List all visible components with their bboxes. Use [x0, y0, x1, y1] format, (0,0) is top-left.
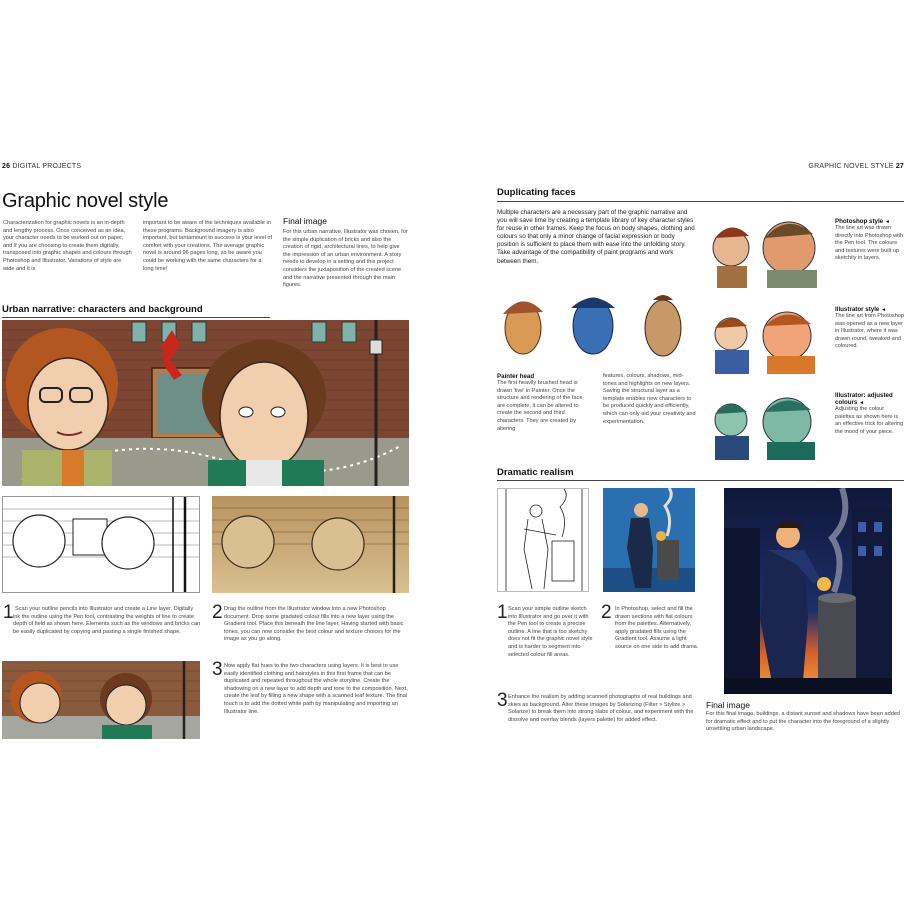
dramatic-flat-svg — [603, 488, 695, 592]
dramatic-flat-colour-illustration — [603, 488, 695, 592]
illustrator-style-caption — [835, 306, 905, 351]
left-pointing-triangle-icon: ◄ — [881, 307, 887, 313]
painter-head-text: The first heavily brushed head is drawn 'live' in Painter. Once the structure and rendering of the face are complete, it can be altered to create the second and third characters. They are created by altering — [497, 380, 583, 432]
dramatic-step3-text: Enhance the realism by adding scanned photographs of real buildings and skies as background. Alter these images by Solarizing (Filter > Stylize > Solarize) to break them into strong slabs of colour, and experiment with the dissolve and overlay blends (layers palette) for added effect. — [508, 694, 694, 723]
illustrator-adjusted-text: Adjusting the colour palettes as shown here is an effective trick for altering the mood of your piece. — [835, 406, 904, 435]
illustrator-style-text: The line art from Photoshop was opened as a new layer in Illustrator, where it was drawn round, tweaked and coloured. — [835, 313, 905, 350]
final-image-text-left: For this urban narrative, Illustrator was chosen, for the simple duplication of bricks and also the creation of rigid, architectural lines, to help give the impression of an urban environment. A story needs to develop in a setting and this project considers the juxtaposition of the created scene and the narrative presented through the main figures. — [283, 229, 408, 289]
illustrator-adjusted-colours-illustration — [707, 388, 829, 460]
illustrator-style-illustration — [707, 302, 829, 374]
illustrator-adjusted-title: Illustrator: adjusted colours — [835, 392, 893, 406]
adjusted-colours-svg — [707, 388, 829, 460]
urban-narrative-main-illustration — [2, 320, 409, 486]
dramatic-step3-number: 3 — [497, 690, 508, 711]
step2-text: Drag the outline from the Illustrator window into a new Photoshop document. Drop some gradated colour fills into a new layer using the Gradient tool. Place this beneath the line layer. Having started with basic tones, you can now consider the best colour and texture choices for the image as you go along. — [224, 606, 404, 643]
section-rule-dramatic — [497, 480, 904, 481]
final-image-text-right: For this final image, buildings, a distant sunset and shadows have been added for dramatic effect and to put the character into the foreground of a slightly unsettling urban landscape. — [706, 711, 901, 733]
step3-flat-colour-illustration — [2, 661, 200, 739]
photoshop-style-illustration — [707, 212, 829, 288]
left-folio-label: DIGITAL PROJECTS — [12, 163, 82, 170]
sepia-svg — [212, 496, 409, 593]
final-image-heading-left: Final image — [283, 216, 327, 226]
step1-text: Scan your outline pencils into Illustrator and create a Line layer. Digitally ink the outline using the Pen tool, contrasting the weights of line to create depth of field as shown here. Elements such as the windows and bricks can be easily duplicated by copying and pasting a single finished shape. — [13, 606, 201, 635]
intro-column-2: important to be aware of the techniques available in these programs. Background imagery is also important, but tantamount to success is your level of comfort with your creations. The average graphic novel is around 96 pages long, so be aware you could be working with the same characters for a long time! — [143, 220, 273, 272]
left-pointing-triangle-icon: ◄ — [859, 400, 865, 406]
photoshop-style-title: Photoshop style — [835, 218, 884, 225]
step3-number: 3 — [212, 659, 223, 680]
right-folio — [808, 163, 904, 170]
section-rule-urban — [2, 317, 270, 318]
step1-line-art-illustration — [2, 496, 200, 593]
step2-gradient-illustration — [212, 496, 409, 593]
page-title: Graphic novel style — [2, 190, 169, 212]
left-pointing-triangle-icon: ◄ — [884, 219, 890, 225]
dramatic-final-illustration — [724, 488, 892, 694]
step3-text: Now apply flat hues to the two characters using layers. It is best to use easily identified clothing and hairstyles in this first frame that can be duplicated and repeated throughout the whole storyline. Create the shadowing on a new layer to add depth and tone to the composition. Next, create the leaf by filling a new shape with a scanned leaf texture. The final touch is to add the dotted white path by manipulating and importing an Illustrator line. — [224, 663, 408, 715]
photoshop-style-text: The line art was drawn directly into Photoshop with the Pen tool. The colours and textures were built up sketchily in layers. — [835, 225, 904, 262]
left-folio — [2, 163, 81, 170]
final-image-svg — [724, 488, 892, 694]
intro-column-1: Characterization for graphic novels is an in-depth and lengthy process. Once conceived as an idea, your character needs to be worked out on paper, and if you are choosing to create them digitally, transposed into graphic shapes and colours through Photoshop and Illustrator. Variations of style are wide and it is — [3, 220, 132, 272]
section-heading-duplicating: Duplicating faces — [497, 187, 576, 198]
right-folio-label: GRAPHIC NOVEL STYLE — [808, 163, 894, 170]
right-page — [453, 0, 906, 906]
painter-head-text-col2: features, colours, shadows, mid-tones and highlights on new layers. Saving the structural layer as a template enables new characters to be produced quickly and efficiently, which can only aid your creativity and experimentation. — [603, 373, 696, 425]
duplicating-intro-text: Multiple characters are a necessary part of the graphic narrative and you will save time by creating a template library of key character styles for reuse in other frames. Keep the focus on body shapes, clothing and colours so that only a minor change of facial expression or body position is sufficient to place them with ease into the unfolding story. Take advantage of the compatibility of paint programs and work between them. — [497, 209, 695, 265]
step2-number: 2 — [212, 602, 223, 623]
illustrator-style-svg — [707, 302, 829, 374]
dramatic-step1-text: Scan your simple outline sketch into Illustrator and go over it with the Pen tool to create a precise outline. A line that is too sketchy does not fit the graphic novel style and is harder to segment into selected colour fill areas. — [508, 606, 593, 658]
line-art-svg — [3, 497, 200, 593]
illustrator-adjusted-caption — [835, 392, 905, 436]
painter-head-caption-col1 — [497, 373, 592, 433]
final-image-heading-right: Final image — [706, 700, 750, 710]
dramatic-step2-number: 2 — [601, 602, 612, 623]
dramatic-outline-sketch-illustration — [497, 488, 589, 592]
urban-scene-svg — [2, 320, 409, 486]
left-page — [0, 0, 413, 906]
photoshop-style-caption — [835, 218, 905, 263]
painter-heads-illustration — [497, 294, 697, 366]
painter-head-title: Painter head — [497, 373, 535, 380]
section-heading-dramatic: Dramatic realism — [497, 467, 574, 478]
right-folio-number: 27 — [895, 163, 904, 170]
flat-colour-svg — [2, 661, 200, 739]
step1-number: 1 — [3, 602, 14, 623]
dramatic-step1-number: 1 — [497, 602, 508, 623]
left-folio-number: 26 — [2, 163, 11, 170]
painter-heads-svg — [497, 294, 697, 366]
illustrator-style-title: Illustrator style — [835, 306, 880, 313]
section-heading-urban: Urban narrative: characters and background — [2, 304, 203, 315]
section-rule-duplicating — [497, 201, 904, 202]
dramatic-step2-text: In Photoshop, select and fill the drawn sections with flat colours from the palettes. Alternatively, apply gradated fills using the Gradient tool. Assume a light source on one side to add drama. — [615, 606, 699, 650]
photoshop-style-svg — [707, 212, 829, 288]
outline-sketch-svg — [498, 489, 589, 592]
